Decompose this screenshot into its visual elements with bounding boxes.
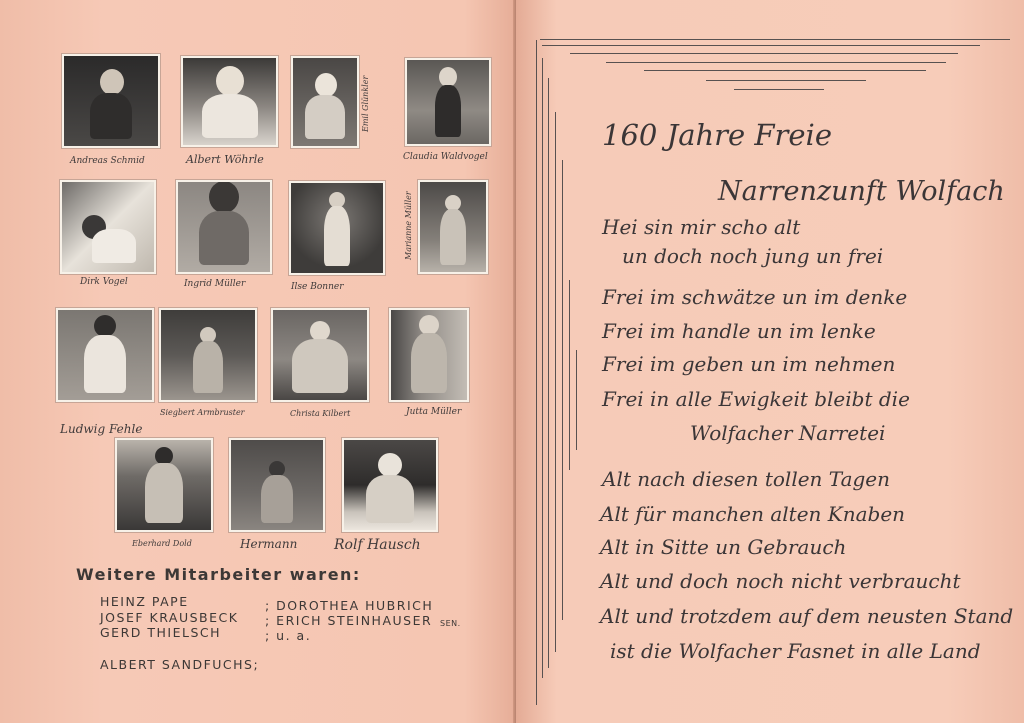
decorative-rule (540, 39, 1010, 40)
photo-caption: Christa Kilbert (290, 409, 351, 418)
decorative-rule (570, 53, 958, 54)
contributor-name: ALBERT SANDFUCHS; (100, 657, 260, 672)
poem-line: ist die Wolfacher Fasnet in alle Land (610, 639, 981, 663)
decorative-rule (734, 89, 824, 90)
baby-photo (405, 58, 491, 146)
poem-line: Frei in alle Ewigkeit bleibt die (602, 387, 910, 411)
decorative-rule (555, 112, 556, 652)
baby-photo (289, 181, 385, 275)
baby-photo (291, 56, 359, 148)
poem-line: Alt und trotzdem auf dem neusten Stand (600, 604, 1014, 628)
decorative-rule (548, 78, 549, 668)
photo-caption: Rolf Hausch (334, 537, 421, 553)
baby-photo (229, 438, 325, 532)
poem-line: Alt für manchen alten Knaben (600, 502, 906, 526)
decorative-rule (542, 58, 543, 678)
decorative-rule (576, 350, 577, 450)
decorative-rule (606, 62, 946, 63)
contributor-name: ; u. a. (265, 628, 312, 643)
baby-photo (418, 180, 488, 274)
photo-caption: Ludwig Fehle (60, 422, 143, 436)
baby-photo (115, 438, 213, 532)
poem-line: Alt und doch noch nicht verbraucht (600, 569, 961, 593)
baby-photo (181, 56, 278, 147)
contributor-name: GERD THIELSCH (100, 625, 222, 640)
baby-photo (389, 308, 469, 402)
poem-line: Frei im handle un im lenke (602, 319, 876, 343)
baby-photo (176, 180, 272, 274)
poem-line: Hei sin mir scho alt (602, 215, 801, 239)
contributor-name: ; ERICH STEINHAUSER (265, 613, 433, 628)
photo-caption: Albert Wöhrle (186, 153, 264, 166)
poem-line: Frei im geben un im nehmen (602, 352, 896, 376)
poem-line: Alt nach diesen tollen Tagen (602, 467, 891, 491)
baby-photo (60, 180, 156, 274)
photo-caption: Marianne Müller (404, 191, 413, 260)
contributors-heading: Weitere Mitarbeiter waren: (76, 565, 361, 584)
poem-title-line: Narrenzunft Wolfach (718, 176, 1005, 207)
photo-caption: Ingrid Müller (184, 279, 246, 289)
baby-photo (159, 308, 257, 402)
poem-line: Wolfacher Narretei (690, 421, 886, 445)
baby-photo (56, 308, 154, 402)
contributor-suffix: SEN. (440, 619, 461, 628)
poem-line: Alt in Sitte un Gebrauch (600, 535, 847, 559)
photo-caption: Emil Glünkler (361, 75, 370, 132)
photo-caption: Dirk Vogel (80, 277, 128, 287)
baby-photo (342, 438, 438, 532)
decorative-rule (542, 45, 980, 46)
poem-line: Frei im schwätze un im denke (602, 285, 908, 309)
baby-photo (271, 308, 369, 402)
baby-photo (62, 54, 160, 148)
decorative-rule (644, 70, 926, 71)
decorative-rule (536, 40, 537, 705)
poem-title-line: 160 Jahre Freie (602, 118, 832, 152)
poem-line: un doch noch jung un frei (622, 244, 884, 268)
contributor-name: HEINZ PAPE (100, 594, 189, 609)
decorative-rule (562, 160, 563, 620)
contributor-name: ; DOROTHEA HUBRICH (265, 598, 434, 613)
decorative-rule (706, 80, 866, 81)
photo-caption: Eberhard Dold (132, 539, 192, 548)
decorative-rule (569, 280, 570, 470)
photo-caption: Siegbert Armbruster (160, 408, 245, 417)
right-page (516, 0, 1024, 723)
photo-caption: Jutta Müller (406, 407, 462, 417)
photo-caption: Claudia Waldvogel (403, 152, 488, 162)
photo-caption: Hermann (240, 537, 298, 551)
contributor-name: JOSEF KRAUSBECK (100, 610, 239, 625)
photo-caption: Ilse Bonner (291, 282, 344, 292)
photo-caption: Andreas Schmid (70, 156, 145, 166)
